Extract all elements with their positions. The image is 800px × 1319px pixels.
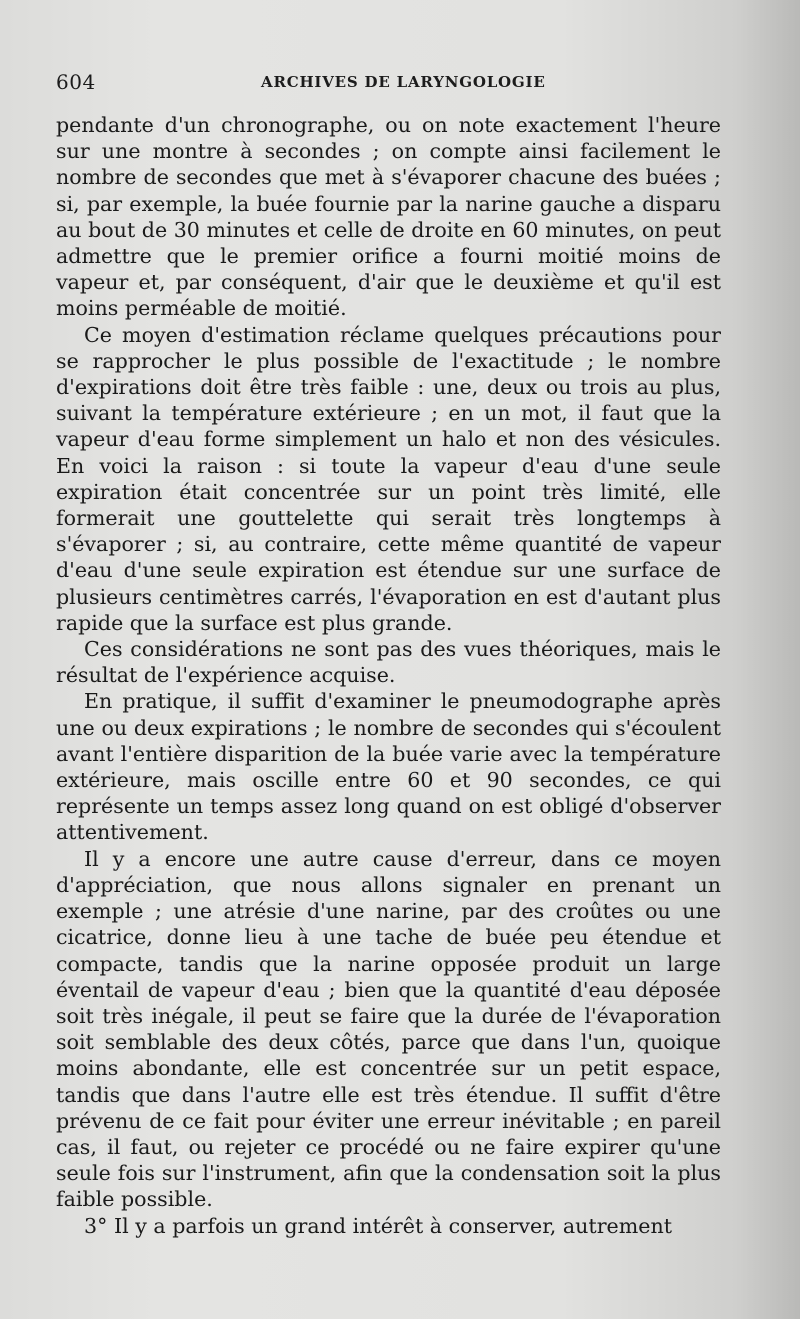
paragraph-continued: pendante d'un chronographe, ou on note exactement l'heure sur une montre à secondes ; on compte ainsi facilement le nombre de secondes que met à s'évaporer chacune des buées ; si, par exemple, la buée fournie par la narine gauche a disparu au bout de 30 minutes et celle de droite en 60 minutes, on peut admettre que le premier orifice a fourni moitié moins de vapeur et, par conséquent, d'air que le deuxième et qu'il est moins perméable de moitié. xyxy=(56,113,721,321)
paragraph: Ces considérations ne sont pas des vues théoriques, mais le résultat de l'expérience acquise. xyxy=(56,637,721,688)
page-header xyxy=(56,68,726,98)
body-text xyxy=(56,112,721,1239)
paragraph: Ce moyen d'estimation réclame quelques précautions pour se rapprocher le plus possible de l'exactitude ; le nombre d'expirations doit être très faible : une, deux ou trois au plus, suivant la température extérieure ; en un mot, il faut que la vapeur d'eau forme simplement un halo et non des vésicules. En voici la raison : si toute la vapeur d'eau d'une seule expiration était concentrée sur un point très limité, elle formerait une gouttelette qui serait très longtemps à s'évaporer ; si, au contraire, cette même quantité de vapeur d'eau d'une seule expiration est étendue sur une surface de plusieurs centimètres carrés, l'évaporation en est d'autant plus rapide que la surface est plus grande. xyxy=(56,322,721,635)
paragraph: En pratique, il suffit d'examiner le pneumodographe après une ou deux expirations ; le nombre de secondes qui s'écoulent avant l'entière disparition de la buée varie avec la température extérieure, mais oscille entre 60 et 90 secondes, ce qui représente un temps assez long quand on est obligé d'observer attentivement. xyxy=(56,689,721,845)
paragraph: Il y a encore une autre cause d'erreur, dans ce moyen d'appréciation, que nous allons signaler en prenant un exemple ; une atrésie d'une narine, par des croûtes ou une cicatrice, donne lieu à une tache de buée peu étendue et compacte, tandis que la narine opposée produit un large éventail de vapeur d'eau ; bien que la quantité d'eau déposée soit très inégale, il peut se faire que la durée de l'évaporation soit semblable des deux côtés, parce que dans l'un, quoique moins abondante, elle est concentrée sur un petit espace, tandis que dans l'autre elle est très étendue. Il suffit d'être prévenu de ce fait pour éviter une erreur inévitable ; en pareil cas, il faut, ou rejeter ce procédé ou ne faire expirer qu'une seule fois sur l'instrument, afin que la condensation soit la plus faible possible. xyxy=(56,846,721,1212)
page-number: 604 xyxy=(56,70,96,94)
running-title: ARCHIVES DE LARYNGOLOGIE xyxy=(261,73,546,91)
paragraph-section-start: 3° Il y a parfois un grand intérêt à conserver, autrement xyxy=(84,1213,672,1238)
